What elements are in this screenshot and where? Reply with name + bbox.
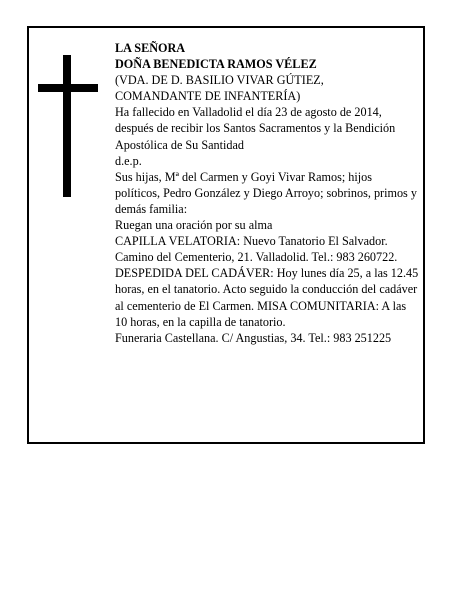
prayer-request: Ruegan una oración por su alma: [115, 218, 273, 233]
deceased-name: DOÑA BENEDICTA RAMOS VÉLEZ: [115, 57, 317, 72]
widow-of-line-2: COMANDANTE DE INFANTERÍA): [115, 89, 301, 104]
widow-of-line-1: (VDA. DE D. BASILIO VIVAR GÚTIEZ,: [115, 73, 324, 88]
cross-vertical-bar: [63, 55, 71, 197]
cross-horizontal-bar: [38, 84, 98, 92]
notice-title: LA SEÑORA: [115, 41, 186, 55]
obituary-text-block: [115, 40, 420, 346]
family-members: Sus hijas, Mª del Carmen y Goyi Vivar Ramos; hijos políticos, Pedro González y Diego Arroyo; sobrinos, primos y demás familia:: [115, 169, 417, 216]
death-announcement: Ha fallecido en Valladolid el día 23 de agosto de 2014, después de recibir los Santos Sacramentos y la Bendición Apostólica de Su Santidad: [115, 105, 396, 152]
cross-icon: [38, 55, 98, 197]
rip-text: d.e.p.: [115, 153, 142, 168]
service-details: CAPILLA VELATORIA: Nuevo Tanatorio El Salvador. Camino del Cementerio, 21. Valladolid. Tel.: 983 260722. DESPEDIDA DEL CADÁVER: Hoy lunes día 25, a las 12.45 horas, en el tanatorio. Acto seguido la conducción del cadáver al cementerio de El Carmen. MISA COMUNITARIA: A las 10 horas, en la capilla de tanatorio.: [115, 234, 419, 329]
funeral-home: Funeraria Castellana. C/ Angustias, 34. Tel.: 983 251225: [115, 330, 392, 345]
